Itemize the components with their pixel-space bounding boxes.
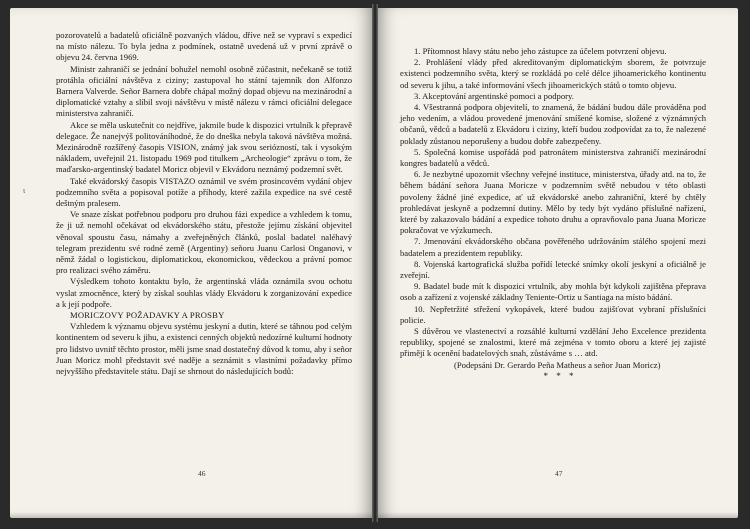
paragraph: Ve snaze získat potřebnou podporu pro druhou fázi expedice a vzhledem k tomu, že ji už nemohl očekávat od ekvádorského státu, přestože jejímu získání objevitel věnoval spoustu času, námahy a zveřejněných článků, poslal badatel naléhavý telegram prezidentu své rodné země (Argentiny) señoru Juanu Carlosi Onganovi, v němž žádal o logistickou, diplomatickou, ekonomickou, vědeckou a právní pomoc pro realizaci svého záměru. <box>56 209 352 276</box>
list-item: 1. Přítomnost hlavy státu nebo jeho zástupce za účelem potvrzení objevu. <box>414 46 667 56</box>
section-separator: * * * <box>543 370 577 381</box>
list-item: 2. Prohlášení vlády před akreditovaným diplomatickým sborem, že potvrzuje existenci podzemního světa, který se rozkládá po celé délce jihoamerického kontinentu od severu k jihu, a také informování všech jihoamerických států o tomto objevu. <box>400 57 706 90</box>
left-page <box>10 8 372 518</box>
list-item: 4. Všestranná podpora objevitelí, to znamená, že bádání budou dále prováděna pod jeho vedením, a vládou provedené jmenování smíšené komise, složené z význámných občanů, vědců a badatelů z Ekvádoru i ciziny, kteří budou zodpovídat za to, že nalezené poklady zůstanou neporušeny a budou dobře zabezpečeny. <box>400 102 706 146</box>
paragraph: Akce se měla uskutečnit co nejdříve, jakmile bude k dispozici vrtulník k přepravě delegace. Že nanejvýš politováníhodné, že do dneška nebyla taková návštěva možná. Mezinárodně rozšířený časopis VISION, známý jak svou seriózností, tak i vysokým nákladem, uveřejnil 21. listopadu 1969 pod titulkem „Archeologie“ zprávu o tom, že maďarsko-argentinský badatel Moricz objevil v Ekvádoru neznámý podzemní svět. <box>56 119 352 175</box>
left-page-text <box>56 30 352 377</box>
paragraph: Ministr zahraničí se jednání bohužel nemohl osobně zúčastnit, nečekaně se totiž protáhla oficiální návštěva z ciziny; zastupoval ho státní tajemník don Alfonzo Barnera Valverde. Señor Barnera dobře chápal možný dopad objevu na mezinárodní a diplomatické vztahy a slíbil svoji návštěvu v místě nálezu v rámci oficiální delegace ministerstva zahraničí. <box>56 63 352 119</box>
signature: (Podepsáni Dr. Gerardo Peña Matheus a señor Juan Moricz) <box>454 359 661 370</box>
paragraph: Vzhledem k významu objevu systému jeskyní a dutin, které se táhnou pod celým kontinentem od severu k jihu, a existenci cenných objektů nedozírné kulturní hodnoty pro lidstvo uvnitř těchto prostor, měli jsme snad dostatečný důvod k tomu, aby i señor Juan Moricz mohl představit své naděje a seznámit s vlastními požadavky přímo nejvyššího představitele státu. Dají se shrnout do následujících bodů: <box>56 321 352 377</box>
list-item: 10. Nepřetržité střežení vykopávek, které budou zajišťovat vybraní příslušníci policie. <box>400 303 706 325</box>
list-item: 6. Je nezbytné upozornit všechny veřejné instituce, ministerstva, úřady atd. na to, že během bádání señora Juana Moricze v podzemním světě nebudou v této oblasti povoleny žádné jiné expedice, ať už ekvádorské anebo zahraniční, které by chtěly prohledávat jeskyně a podzemní dutiny. Mělo by tedy být vydáno příslušné nařízení, které by zakazovalo bádání a expedice tohoto druhu a opravňovalo pana Juana Moricze pokračovat ve výzkumech. <box>400 169 706 236</box>
paragraph: Také ekvádorský časopis VISTAZO oznámil ve svém prosincovém vydání objev podzemního světa a popisoval potíže a příhody, které zažila expedice na své cestě deštným pralesem. <box>56 175 352 209</box>
margin-mark: ɩ <box>23 186 26 195</box>
right-page-text <box>400 46 706 382</box>
page-number: 46 <box>198 469 206 478</box>
closing-paragraph: S důvěrou ve vlastenectví a rozsáhlé kulturní vzdělání Jeho Excelence prezidenta republiky, spojené se znalostmi, které má zejména v tomto oboru a které jej zajisté přimějí k ocenění badatelových snah, zůstáváme s … atd. <box>400 326 706 359</box>
list-item: 3. Akceptování argentinské pomoci a podpory. <box>414 90 574 101</box>
page-number: 47 <box>555 469 563 478</box>
paragraph: pozorovatelů a badatelů oficiálně pozvaných vládou, dříve než se vypraví s expedicí na místo nálezu. To byla jedna z podmínek, ostatně uvedená už v první zprávě o objevu 24. června 1969. <box>56 30 352 63</box>
list-item: 8. Vojenská kartografická služba pořídí letecké snímky okolí jeskyní a oficiálně je zveřejní. <box>400 258 706 281</box>
list-item: 5. Společná komise uspořádá pod patronátem ministerstva zahraničí mezinárodní kongres badatelů a vědců. <box>400 146 706 169</box>
right-page <box>378 8 738 518</box>
list-item: 9. Badatel bude mít k dispozici vrtulník, aby mohla být kdykoli zajištěna přeprava osob a zařízení z vojenské základny Teniente-Ortiz u Santiaga na místo bádání. <box>400 281 706 303</box>
section-heading: MORICZOVY POŽADAVKY A PROSBY <box>70 310 225 321</box>
page-shadow <box>378 512 738 518</box>
page-shadow <box>10 512 372 518</box>
list-item: 7. Jmenování ekvádorského občana pověřeného udržováním stálého spojení mezi badatelem a prezidentem republiky. <box>400 236 706 258</box>
paragraph: Výsledkem tohoto kontaktu bylo, že argentinská vláda oznámila svou ochotu vyslat zmocněnce, který by získal souhlas vlády Ekvádoru k zorganizování expedice a k její podpoře. <box>56 276 352 309</box>
